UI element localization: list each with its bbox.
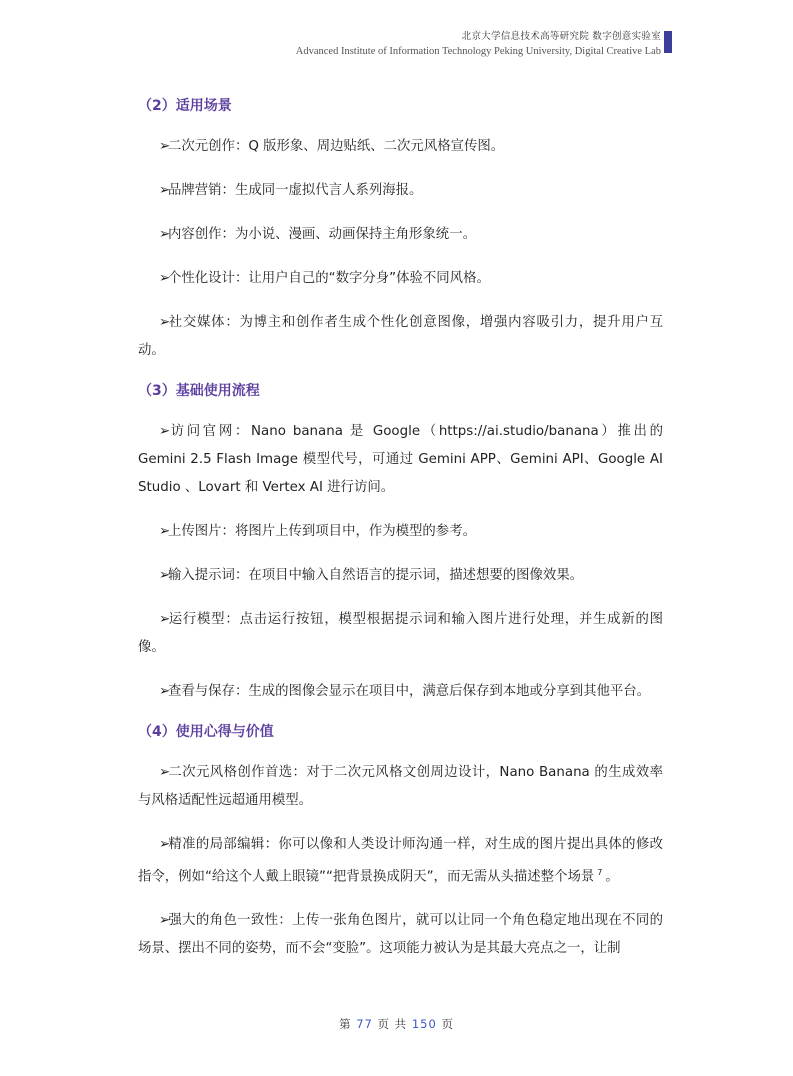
list-item: ➢精准的局部编辑：你可以像和人类设计师沟通一样，对生成的图片提出具体的修改指令，例如“给这个人戴上眼镜”“把背景换成阴天”，而无需从头描述整个场景 $^7$ 。 — [138, 831, 663, 891]
arrow-bullet-icon — [138, 606, 168, 634]
page-content — [138, 94, 663, 963]
arrow-bullet-icon — [138, 831, 168, 859]
list-item: ➢内容创作：为小说、漫画、动画保持主角形象统一。 — [138, 221, 663, 249]
arrow-bullet-icon — [138, 759, 168, 787]
list-item: ➢品牌营销：生成同一虚拟代言人系列海报。 — [138, 177, 663, 205]
arrow-bullet-icon — [138, 265, 168, 293]
arrow-bullet-icon — [138, 518, 168, 546]
list-item: ➢查看与保存：生成的图像会显示在项目中，满意后保存到本地或分享到其他平台。 — [138, 678, 663, 706]
arrow-bullet-icon — [138, 177, 168, 205]
list-item: ➢社交媒体：为博主和创作者生成个性化创意图像，增强内容吸引力，提升用户互动。 — [138, 309, 663, 365]
header-accent-bar — [664, 31, 672, 53]
header-institute-cn: 北京大学信息技术高等研究院 数字创意实验室 — [461, 31, 661, 42]
total-page-count: 150 — [411, 1017, 437, 1031]
section-heading-value: （4）使用心得与价值 — [138, 724, 274, 740]
list-item: ➢输入提示词：在项目中输入自然语言的提示词，描述想要的图像效果。 — [138, 562, 663, 590]
arrow-bullet-icon — [138, 221, 168, 249]
arrow-bullet-icon — [138, 418, 168, 446]
arrow-bullet-icon — [138, 562, 168, 590]
header-institute-en: Advanced Institute of Information Technology Peking University, Digital Creative Lab — [295, 46, 661, 57]
list-item: ➢个性化设计：让用户自己的“数字分身”体验不同风格。 — [138, 265, 663, 293]
arrow-bullet-icon — [138, 907, 168, 935]
section-heading-workflow: （3）基础使用流程 — [138, 383, 260, 399]
page-number-footer: 第 77 页 共 150 页 — [339, 1017, 454, 1031]
list-item: ➢上传图片：将图片上传到项目中，作为模型的参考。 — [138, 518, 663, 546]
list-item: ➢二次元风格创作首选：对于二次元风格文创周边设计，Nano Banana 的生成效率与风格适配性远超通用模型。 — [138, 759, 663, 815]
footnote-marker: 7 — [597, 868, 603, 877]
arrow-bullet-icon — [138, 133, 168, 161]
list-item: ➢访问官网：Nano banana 是 Google（https://ai.studio/banana）推出的 Gemini 2.5 Flash Image 模型代号，可通过 Gemini APP、Gemini API、Google AI Studio 、Lovart 和 Vertex AI 进行访问。 — [138, 418, 663, 502]
list-item: ➢强大的角色一致性：上传一张角色图片，就可以让同一个角色稳定地出现在不同的场景、摆出不同的姿势，而不会“变脸”。这项能力被认为是其最大亮点之一，让制 — [138, 907, 663, 963]
list-item: ➢运行模型：点击运行按钮，模型根据提示词和输入图片进行处理，并生成新的图像。 — [138, 606, 663, 662]
page-header — [296, 30, 661, 59]
current-page-number: 77 — [356, 1017, 373, 1031]
list-item: ➢二次元创作：Q 版形象、周边贴纸、二次元风格宣传图。 — [138, 133, 663, 161]
section-heading-scenarios: （2）适用场景 — [138, 98, 232, 114]
arrow-bullet-icon — [138, 678, 168, 706]
arrow-bullet-icon — [138, 309, 168, 337]
